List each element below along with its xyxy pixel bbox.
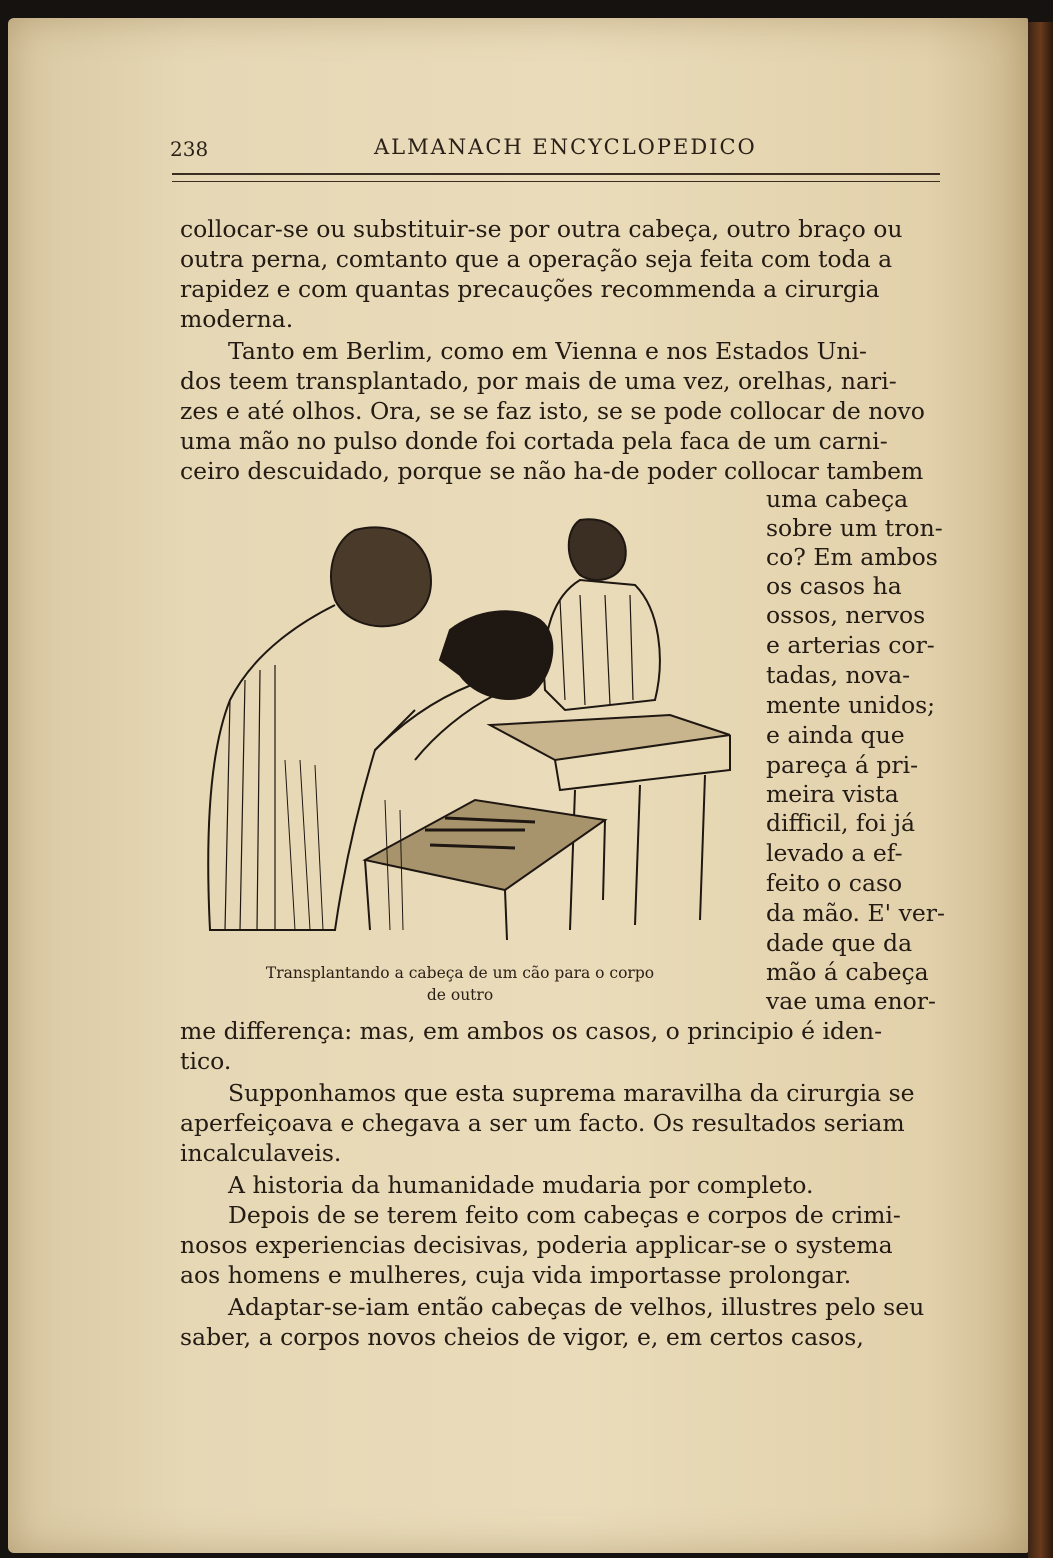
assistant-body bbox=[544, 580, 660, 710]
operating-table bbox=[490, 715, 730, 760]
text-line: dade que da bbox=[766, 929, 913, 957]
engraving-illustration bbox=[185, 500, 745, 950]
text-line: co? Em ambos bbox=[766, 543, 938, 571]
text-line: tico. bbox=[180, 1047, 232, 1075]
text-line: ossos, nervos bbox=[766, 601, 926, 629]
assistant-head bbox=[569, 519, 626, 580]
surgeon-body bbox=[208, 605, 415, 930]
text-line: aperfeiçoava e chegava a ser um facto. Os resultados seriam bbox=[180, 1109, 905, 1137]
text-line: pareça á pri- bbox=[766, 751, 919, 779]
text-line: collocar-se ou substituir-se por outra cabeça, outro braço ou bbox=[180, 215, 903, 243]
text-line: Supponhamos que esta suprema maravilha da cirurgia se bbox=[228, 1079, 915, 1107]
text-line: Adaptar-se-iam então cabeças de velhos, illustres pelo seu bbox=[228, 1293, 925, 1321]
text-line: feito o caso bbox=[766, 869, 903, 897]
text-line: me differença: mas, em ambos os casos, o principio é iden- bbox=[180, 1017, 883, 1045]
text-line: levado a ef- bbox=[766, 839, 903, 867]
text-line: Tanto em Berlim, como em Vienna e nos Estados Uni- bbox=[228, 337, 867, 365]
text-line: incalculaveis. bbox=[180, 1139, 342, 1167]
text-line: nosos experiencias decisivas, poderia applicar-se o systema bbox=[180, 1231, 893, 1259]
text-line: A historia da humanidade mudaria por completo. bbox=[228, 1171, 814, 1199]
caption-line-2: de outro bbox=[426, 986, 494, 1004]
text-line: saber, a corpos novos cheios de vigor, e, em certos casos, bbox=[180, 1323, 864, 1351]
text-line: e arterias cor- bbox=[766, 631, 935, 659]
surgeon-head bbox=[331, 527, 431, 626]
text-line: Depois de se terem feito com cabeças e corpos de crimi- bbox=[228, 1201, 901, 1229]
text-line: zes e até olhos. Ora, se se faz isto, se se pode collocar de novo bbox=[180, 397, 925, 425]
text-line: outra perna, comtanto que a operação seja feita com toda a bbox=[180, 245, 893, 273]
text-line: rapidez e com quantas precauções recommenda a cirurgia bbox=[180, 275, 880, 303]
header-rule bbox=[172, 173, 940, 182]
text-line: mão á cabeça bbox=[766, 958, 929, 986]
running-title: ALMANACH ENCYCLOPEDICO bbox=[374, 135, 757, 159]
text-line: tadas, nova- bbox=[766, 661, 911, 689]
text-line: os casos ha bbox=[766, 572, 902, 600]
book-binding-edge bbox=[1028, 22, 1053, 1558]
page-header bbox=[170, 133, 940, 167]
figure-caption bbox=[190, 962, 730, 1006]
text-line: sobre um tron- bbox=[766, 514, 943, 542]
text-line: ceiro descuidado, porque se não ha-de poder collocar tambem bbox=[180, 457, 924, 485]
text-line: difficil, foi já bbox=[766, 809, 916, 837]
text-line: mente unidos; bbox=[766, 691, 936, 719]
text-line: moderna. bbox=[180, 305, 294, 333]
text-line: vae uma enor- bbox=[766, 987, 936, 1015]
text-line: meira vista bbox=[766, 780, 899, 808]
text-line: aos homens e mulheres, cuja vida importasse prolongar. bbox=[180, 1261, 852, 1289]
page-number: 238 bbox=[170, 137, 209, 161]
text-line: da mão. E' ver- bbox=[766, 899, 945, 927]
text-line: dos teem transplantado, por mais de uma vez, orelhas, nari- bbox=[180, 367, 897, 395]
text-line: uma cabeça bbox=[766, 485, 909, 513]
text-line: uma mão no pulso donde foi cortada pela faca de um carni- bbox=[180, 427, 888, 455]
dog-head bbox=[440, 611, 552, 699]
text-line: e ainda que bbox=[766, 721, 905, 749]
caption-line-1: Transplantando a cabeça de um cão para o corpo bbox=[265, 964, 655, 982]
